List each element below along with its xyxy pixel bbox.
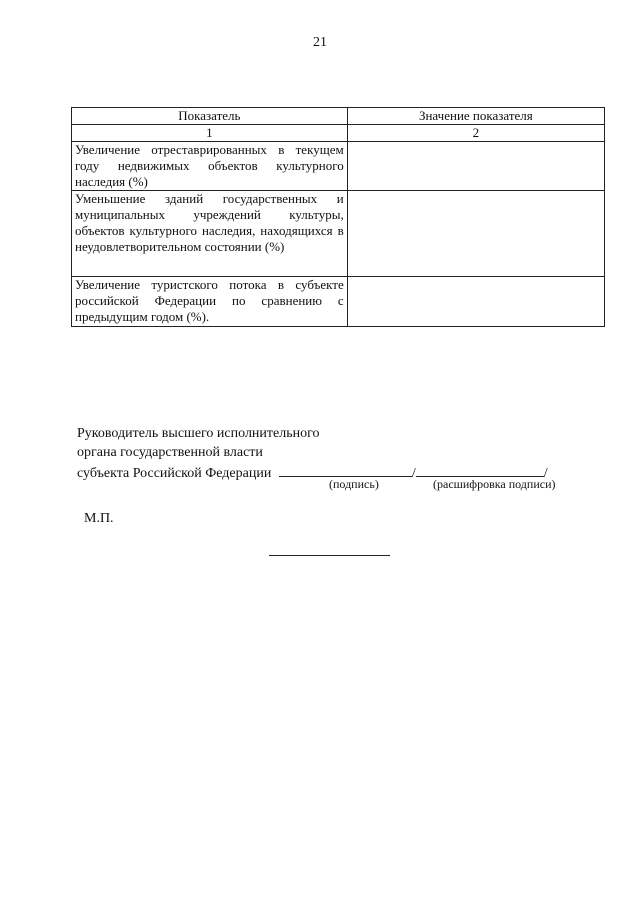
signature-block <box>77 424 597 483</box>
indicators-table <box>71 107 605 327</box>
signatory-title-line-2: органа государственной власти <box>77 445 263 460</box>
header-value: Значение показателя <box>347 108 604 125</box>
table-row <box>72 277 605 327</box>
end-divider <box>269 555 390 556</box>
value-cell <box>347 191 604 277</box>
header-indicator: Показатель <box>72 108 348 125</box>
page-number: 21 <box>313 35 327 50</box>
value-cell <box>347 142 604 191</box>
caption-decoding: (расшифровка подписи) <box>433 477 556 491</box>
column-number-1: 1 <box>72 125 348 142</box>
column-number-2: 2 <box>347 125 604 142</box>
signature-line <box>279 462 412 477</box>
caption-signature: (подпись) <box>329 477 379 491</box>
value-cell <box>347 277 604 327</box>
table-row <box>72 191 605 277</box>
signatory-title-line-1: Руководитель высшего исполнительного <box>77 426 320 441</box>
column-number-row <box>72 125 605 142</box>
signatory-title-line-3: субъекта Российской Федерации <box>77 466 272 481</box>
indicator-cell: Увеличение отреставрированных в текущем году недвижимых объектов культурного наследия (%) <box>72 142 348 191</box>
slash-separator: / <box>543 466 548 481</box>
stamp-label: М.П. <box>84 511 114 526</box>
table-header-row <box>72 108 605 125</box>
indicator-cell: Увеличение туристского потока в субъекте российской Федерации по сравнению с предыдущим годом (%). <box>72 277 348 327</box>
indicator-cell: Уменьшение зданий государственных и муниципальных учреждений культуры, объектов культурного наследия, находящихся в неудовлетворительном состоянии (%) <box>72 191 348 277</box>
name-decoding-line <box>416 462 544 477</box>
table-row <box>72 142 605 191</box>
slash-separator: / <box>411 466 416 481</box>
